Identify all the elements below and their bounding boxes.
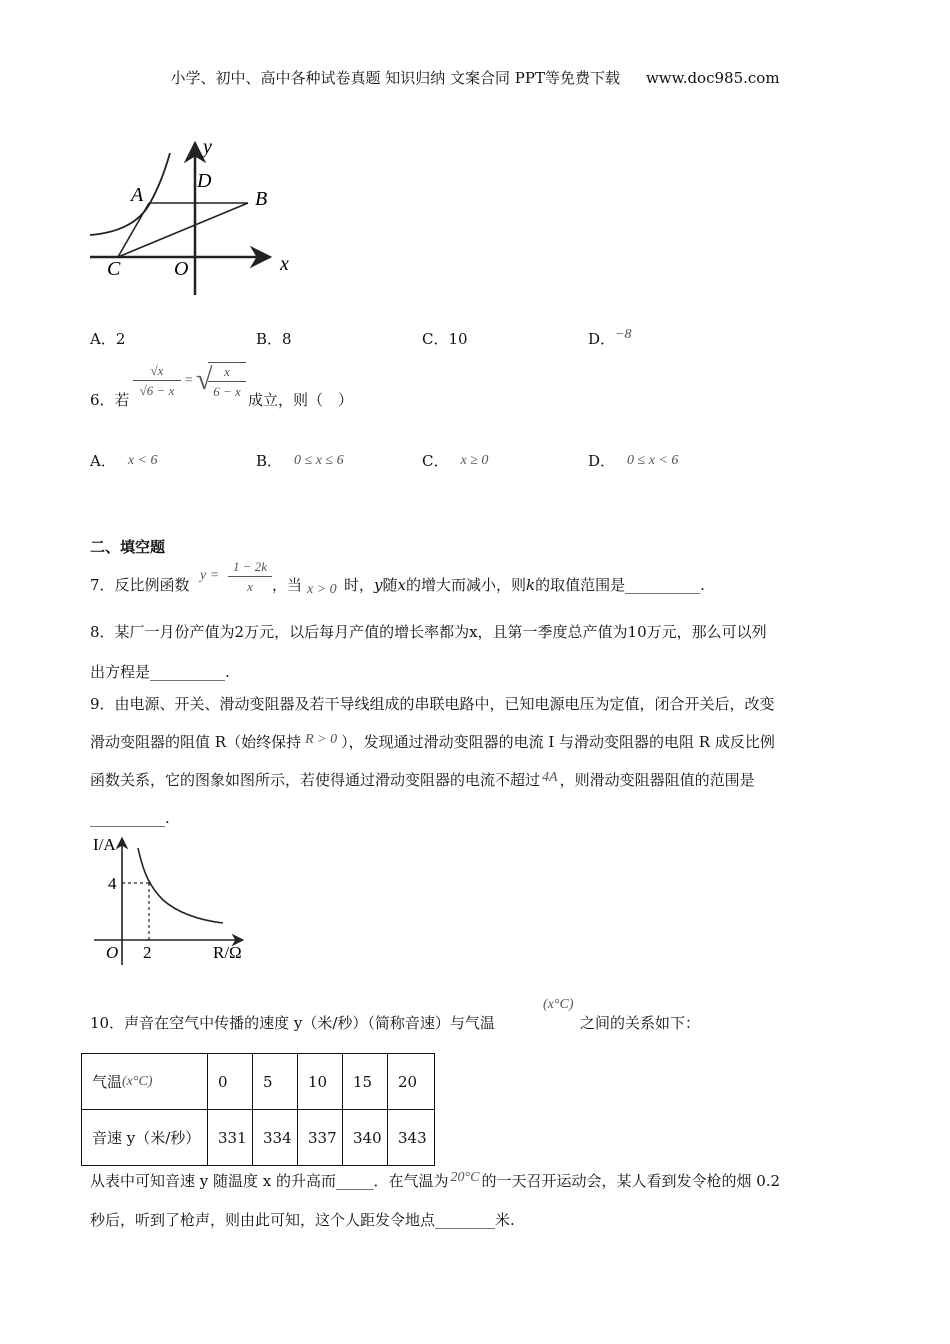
q5-label-d: D <box>197 170 212 192</box>
table-cell: 340 <box>343 1110 388 1166</box>
q8-line-2: 出方程是__________. <box>90 663 230 681</box>
q5-option-c[interactable]: C．10 <box>422 330 468 348</box>
q5-label-a: A <box>131 184 144 206</box>
q5-segment-ca <box>118 203 149 257</box>
q5-label-x: x <box>280 253 289 275</box>
q6-formula-left: √x √6 − x <box>133 362 181 399</box>
table-row <box>82 1110 435 1166</box>
q5-option-a[interactable]: A．2 <box>90 330 126 348</box>
q5-label-c: C <box>107 258 121 280</box>
q5-curve <box>90 153 170 235</box>
q5-figure <box>85 135 305 300</box>
q7-formula-y: y = <box>200 568 220 583</box>
q5-option-d[interactable]: D．−8 <box>588 327 632 348</box>
table-row <box>82 1054 435 1110</box>
section-title: 二、填空题 <box>90 538 166 556</box>
table-cell-header: 气温(x°C) <box>82 1054 208 1110</box>
q5-label-y: y <box>203 136 212 158</box>
q5-segment-cb <box>118 203 248 257</box>
q9-figure <box>88 830 258 970</box>
q10-temp-unit: (x°C) <box>543 997 574 1012</box>
table-cell: 334 <box>253 1110 298 1166</box>
q9-label-o: O <box>106 943 119 962</box>
q10-after-2: 秒后，听到了枪声，则由此可知，这个人距发令地点________米. <box>90 1211 515 1229</box>
q9-label-xtick: 2 <box>143 943 152 962</box>
q6-formula-right: x 6 − x <box>208 362 246 400</box>
q6-formula-eq: = <box>184 373 194 388</box>
q10-stem-1: 10．声音在空气中传播的速度 y（米/秒）（简称音速）与气温 <box>90 1014 495 1032</box>
header-url[interactable]: www.doc985.com <box>645 69 780 87</box>
q10-stem-2: 之间的关系如下： <box>580 1014 701 1032</box>
q9-curve <box>138 848 223 923</box>
page-header <box>0 68 950 88</box>
q6-option-d[interactable]: D． 0 ≤ x < 6 <box>588 452 679 470</box>
table-cell-header: 音速 y（米/秒） <box>82 1110 208 1166</box>
q5-label-o: O <box>174 258 189 280</box>
q6-stem-start: 6．若 <box>90 391 130 409</box>
q7-stem-3: 时，y随x的增大而减小，则k的取值范围是__________. <box>344 576 705 594</box>
q7-stem-1: 7．反比例函数 <box>90 576 190 594</box>
q5-label-b: B <box>255 188 268 210</box>
table-cell: 5 <box>253 1054 298 1110</box>
table-cell: 10 <box>298 1054 343 1110</box>
table-cell: 20 <box>388 1054 435 1110</box>
q6-stem-end: 成立，则（ ） <box>248 391 354 409</box>
q9-line-1: 9．由电源、开关、滑动变阻器及若干导线组成的串联电路中，已知电源电压为定值，闭合开关后，改变 <box>90 695 775 713</box>
q10-after-1: 从表中可知音速 y 随温度 x 的升高而_____．在气温为 20°C 的一天召开运动会，某人看到发令枪的烟 0.2 <box>90 1170 781 1190</box>
q9-line-4: __________. <box>90 809 170 827</box>
q7-condition: x > 0 <box>307 582 337 597</box>
q8-line-1: 8．某厂一月份产值为2万元，以后每月产值的增长率都为x，且第一季度总产值为10万元，那么可以列 <box>90 623 767 641</box>
q6-option-c[interactable]: C． x ≥ 0 <box>422 452 489 470</box>
q9-line-2: 滑动变阻器的阻值 R（始终保持 R > 0 ），发现通过滑动变阻器的电流 I 与滑动变阻器的电阻 R 成反比例 <box>90 732 775 751</box>
table-cell: 15 <box>343 1054 388 1110</box>
q9-label-ylabel: I/A <box>93 835 116 854</box>
q9-label-ytick: 4 <box>108 874 117 893</box>
q10-table <box>81 1053 435 1166</box>
q6-sqrt-sign: √ <box>196 363 213 396</box>
table-cell: 0 <box>208 1054 253 1110</box>
q9-line-3: 函数关系，它的图象如图所示，若使得通过滑动变阻器的电流不超过 4A ，则滑动变阻器阻值的范围是 <box>90 770 755 789</box>
q6-option-b[interactable]: B． 0 ≤ x ≤ 6 <box>256 452 344 470</box>
q7-stem-2: ，当 <box>272 576 303 594</box>
table-cell: 337 <box>298 1110 343 1166</box>
q7-formula-fraction: 1 − 2k x <box>228 558 272 595</box>
q5-option-b[interactable]: B．8 <box>256 330 292 348</box>
table-cell: 331 <box>208 1110 253 1166</box>
q6-option-a[interactable]: A． x < 6 <box>90 452 158 470</box>
table-cell: 343 <box>388 1110 435 1166</box>
q9-label-xlabel: R/Ω <box>213 943 242 962</box>
header-text: 小学、初中、高中各种试卷真题 知识归纳 文案合同 PPT等免费下载 <box>170 69 620 87</box>
